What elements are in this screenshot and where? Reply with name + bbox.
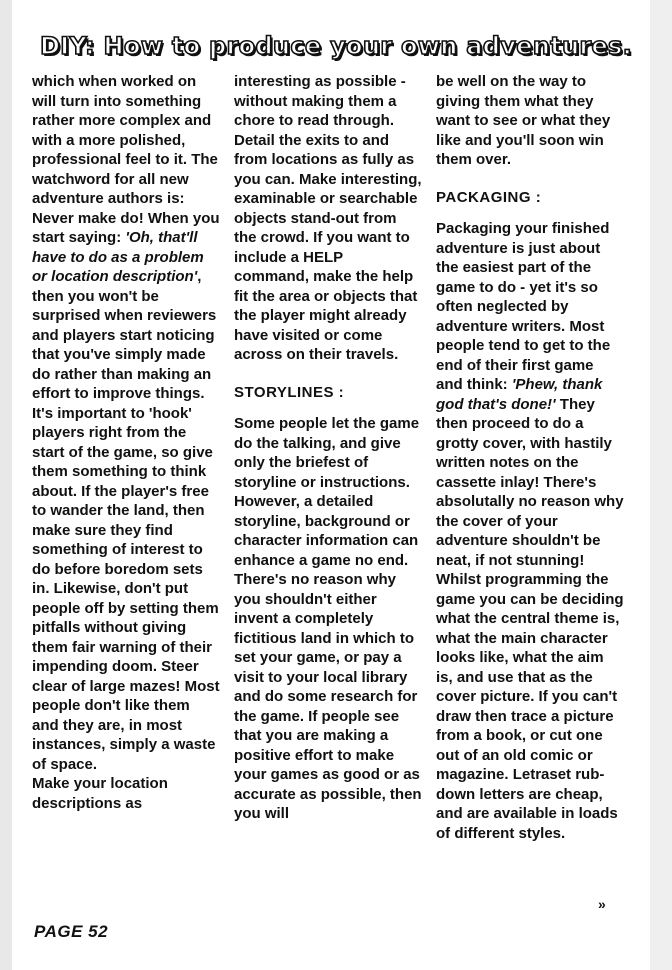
text-run: Packaging your finished adventure is just about the easiest part of the game to do - yet it's so often neglected by adventure writers. Most people tend to get to the end of their first game and think:	[436, 220, 611, 393]
continue-arrow-icon: »	[598, 896, 606, 912]
column-1-paragraph-3: Make your location descriptions as	[32, 775, 168, 812]
left-page-bleed	[0, 0, 12, 970]
column-3	[436, 72, 624, 922]
page-title: DIY: How to produce your own adventures.	[39, 32, 633, 60]
text-run: They then proceed to do a grotty cover, with hastily written notes on the cassette inlay! There's absolutally no reason why the cover of your adventure shouldn't be neat, if not stunning! Whilst programming the game you can be deciding what the central theme is, what the main character looks like, what the aim is, and use that as the cover picture. If you can't draw then trace a picture from a book, or cut one out of an old comic or magazine. Letraset rub-down letters are cheap, and are available in loads of different styles.	[436, 395, 624, 842]
column-1-paragraph-2: It's important to 'hook' players right from the start of the game, so give them something to think about. If the player's free to wander the land, then make sure they find something of interest to do before boredom sets in. Likewise, don't put people off by setting them pitfalls without giving them fair warning of their impending doom. Steer clear of large mazes! Most people don't like them and they are, in most instances, simply a waste of space.	[32, 404, 220, 773]
text-run: , then you won't be surprised when reviewers and players start noticing that you've simply made do rather than making an effort to improve things.	[32, 268, 217, 402]
column-3-paragraph-2	[436, 219, 624, 843]
column-1-paragraph-1	[32, 72, 220, 404]
article-columns	[32, 72, 624, 922]
section-heading-storylines: STORYLINES :	[234, 383, 345, 401]
text-run: which when worked on will turn into something rather more complex and with a more polished, professional feel to it. The watchword for all new adventure authors is: Never make do! When you start saying:	[32, 73, 220, 246]
column-1	[32, 72, 220, 922]
quote-text: 'Phew, thank god that's done!'	[436, 376, 603, 413]
column-2-paragraph-1: interesting as possible - without making them a chore to read through. Detail the exits to and from locations as fully as you can. Make interesting, examinable or searchable objects stand-out from the crowd. If you want to include a HELP command, make the help fit the area or objects that the player might already have visited or come across on their travels.	[234, 73, 422, 363]
page-number: PAGE 52	[34, 922, 109, 941]
column-2	[234, 72, 422, 922]
section-heading-packaging: PACKAGING :	[436, 188, 542, 206]
quote-text: 'Oh, that'll have to do as a problem or location description'	[32, 229, 204, 285]
column-3-paragraph-1: be well on the way to giving them what they want to see or what they like and you'll soon win them over.	[436, 73, 611, 168]
column-2-paragraph-2: Some people let the game do the talking, and give only the briefest of storyline or instructions. However, a detailed storyline, background or character information can enhance a game no end. There's no reason why you shouldn't either invent a completely fictitious land in which to set your game, or pay a visit to your local library and do some research for the game. If people see that you are making a positive effort to make your games as good or as accurate as possible, then you will	[234, 415, 422, 822]
right-page-bleed	[650, 0, 672, 970]
